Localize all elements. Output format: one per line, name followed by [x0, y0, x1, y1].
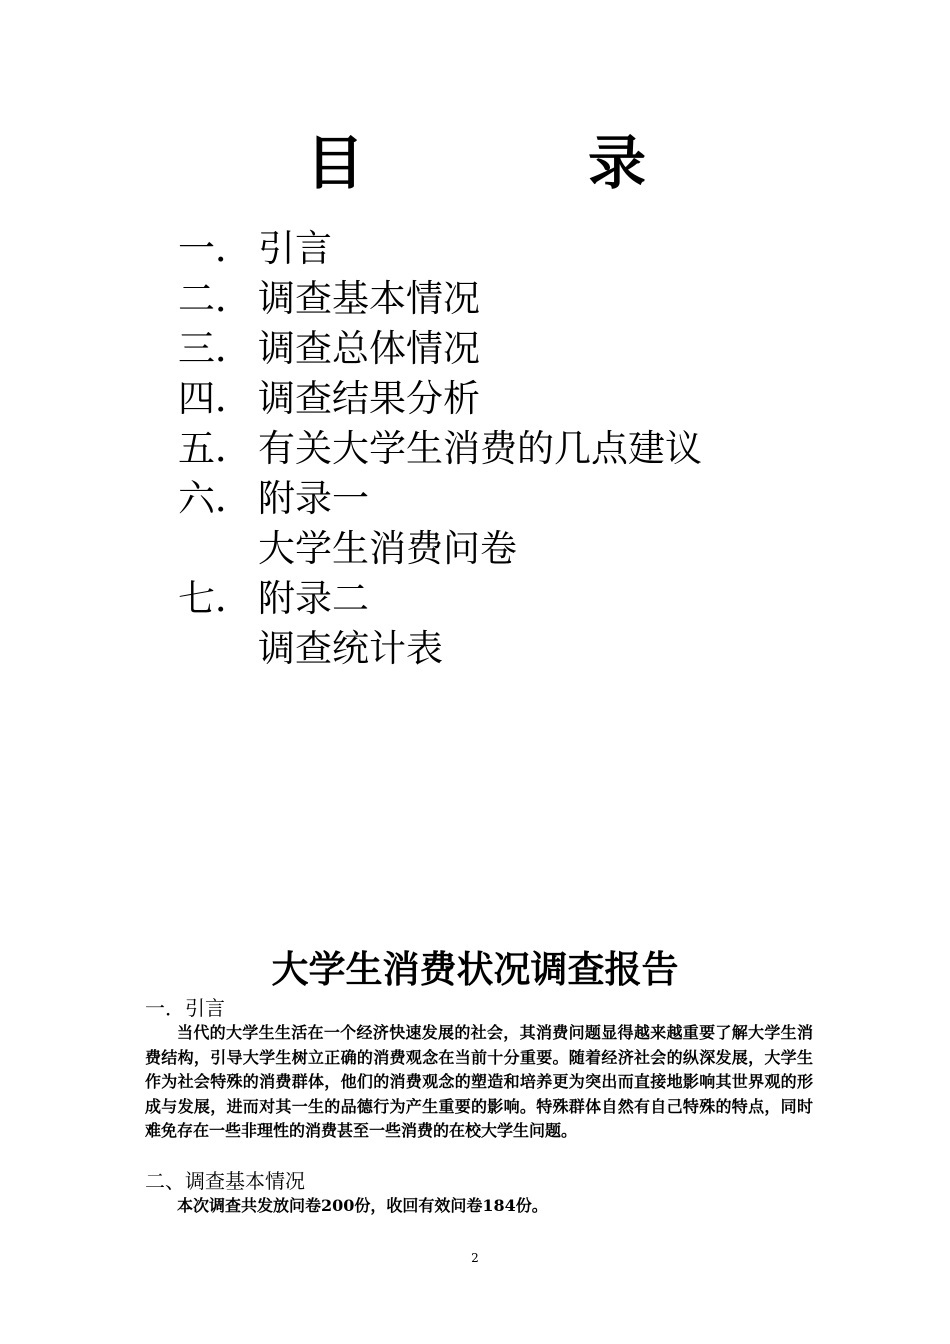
- toc-item-number: [178, 524, 258, 574]
- toc-item: [178, 274, 702, 324]
- toc-item-text: 大学生消费问卷: [258, 527, 517, 570]
- toc-item-text: 引言: [258, 227, 332, 270]
- toc-item-text: 有关大学生消费的几点建议: [258, 427, 702, 470]
- toc-item-text: 调查统计表: [258, 627, 443, 670]
- section-body-survey-basics: 本次调查共发放问卷200份，收回有效问卷184份。: [177, 1196, 548, 1215]
- toc-item-number: 四．: [178, 377, 252, 420]
- toc-item-number: [178, 624, 258, 674]
- toc-item: [178, 524, 702, 574]
- toc-item-text: 调查基本情况: [258, 277, 480, 320]
- toc-item: [178, 424, 702, 474]
- toc-item-number: 六．: [178, 477, 252, 520]
- toc-item-number: 一．: [178, 227, 252, 270]
- toc-list: [178, 224, 702, 674]
- toc-item: [178, 474, 702, 524]
- toc-item-number: 二．: [178, 277, 252, 320]
- toc-item: [178, 574, 702, 624]
- toc-item: [178, 374, 702, 424]
- toc-item-text: 附录一: [258, 477, 369, 520]
- toc-item-number: 七．: [178, 577, 252, 620]
- toc-item-text: 调查总体情况: [258, 327, 480, 370]
- toc-item: [178, 224, 702, 274]
- toc-title-char-2: 录: [588, 129, 647, 197]
- section-body-introduction: 当代的大学生生活在一个经济快速发展的社会，其消费问题显得越来越重要了解大学生消费结构，引导大学生树立正确的消费观念在当前十分重要。随着经济社会的纵深发展，大学生作为社会特殊的消费群体，他们的消费观念的塑造和培养更为突出而直接地影响其世界观的形成与发展，进而对其一生的品德行为产生重要的影响。特殊群体自然有自己特殊的特点，同时难免存在一些非理性的消费甚至一些消费的在校大学生问题。: [145, 1023, 813, 1141]
- toc-item: [178, 624, 702, 674]
- toc-item-text: 调查结果分析: [258, 377, 480, 420]
- toc-item-text: 附录二: [258, 577, 369, 620]
- toc-title: [0, 128, 950, 198]
- toc-item-number: 五．: [178, 427, 252, 470]
- report-title: 大学生消费状况调查报告: [271, 948, 679, 991]
- toc-item-number: 三．: [178, 327, 252, 370]
- page-number: 2: [471, 1251, 479, 1265]
- toc-title-char-1: 目: [306, 129, 365, 197]
- section-heading-introduction: 一．引言: [145, 996, 225, 1020]
- section-heading-survey-basics: 二、调查基本情况: [145, 1169, 305, 1193]
- toc-item: [178, 324, 702, 374]
